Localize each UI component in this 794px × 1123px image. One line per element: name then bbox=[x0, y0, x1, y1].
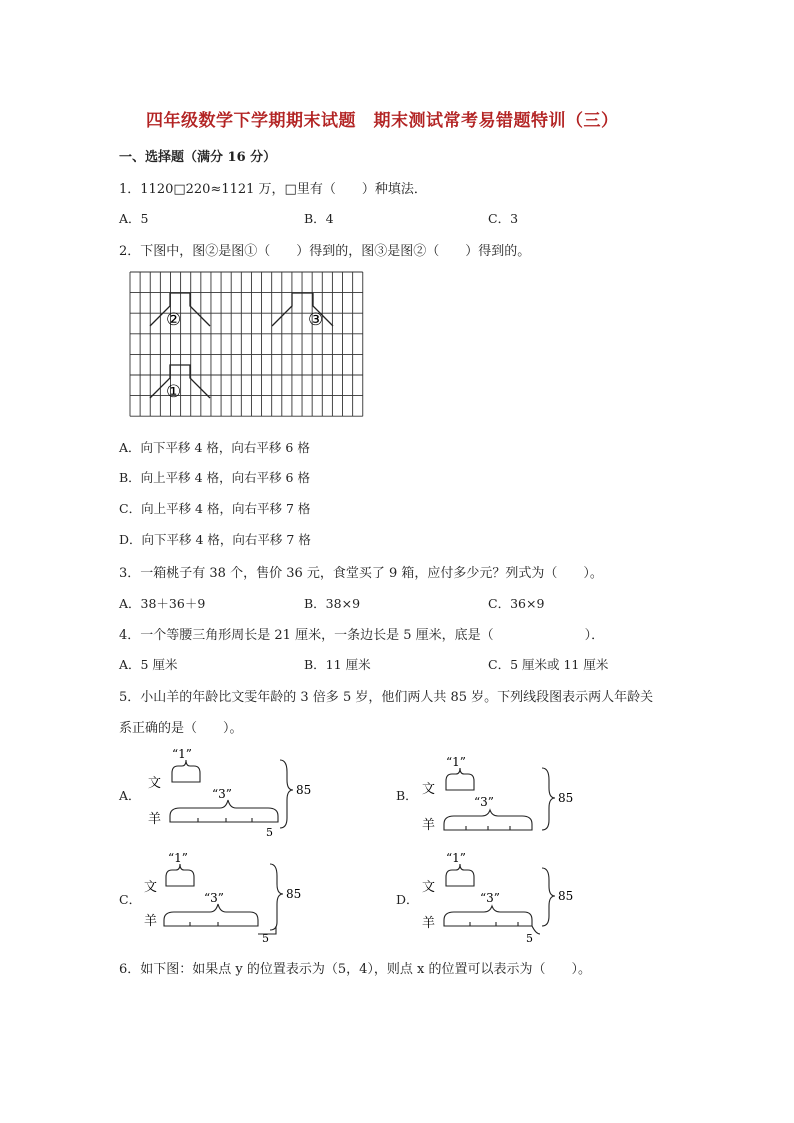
q3-option-b: B．38×9 bbox=[304, 596, 361, 611]
page-title: 四年级数学下学期期末试题 期末测试常考易错题特训（三） bbox=[146, 111, 619, 131]
label-wen: 文 bbox=[422, 880, 436, 895]
translation-grid-figure bbox=[125, 268, 365, 420]
label-yang: 羊 bbox=[422, 916, 436, 931]
q4-stem: 4．一个等腰三角形周长是 21 厘米，一条边长是 5 厘米，底是（ ）． bbox=[119, 628, 605, 643]
label-yang: 羊 bbox=[144, 914, 158, 929]
label-three: “3” bbox=[474, 795, 494, 809]
label-extra: 5 bbox=[526, 932, 533, 945]
label-wen: 文 bbox=[144, 880, 158, 895]
label-wen: 文 bbox=[148, 776, 162, 791]
label-yang: 羊 bbox=[148, 812, 162, 827]
label-extra: 5 bbox=[266, 826, 273, 839]
q3-stem: 3．一箱桃子有 38 个，售价 36 元，食堂买了 9 箱，应付多少元？列式为（ ）。 bbox=[119, 566, 603, 581]
label-total: 85 bbox=[296, 783, 312, 797]
q2-option-c: C．向上平移 4 格，向右平移 7 格 bbox=[119, 501, 311, 516]
q5-option-b: B． bbox=[396, 788, 418, 803]
q2-option-d: D．向下平移 4 格，向右平移 7 格 bbox=[119, 532, 311, 547]
label-three: “3” bbox=[480, 891, 500, 905]
q5-stem-line1: 5．小山羊的年龄比文雯年龄的 3 倍多 5 岁，他们两人共 85 岁。下列线段图表示两人年龄关 bbox=[119, 690, 654, 705]
label-one: “1” bbox=[172, 747, 192, 761]
label-three: “3” bbox=[212, 787, 232, 801]
label-total: 85 bbox=[558, 889, 574, 903]
q4-option-b: B．11 厘米 bbox=[304, 657, 371, 672]
section-heading: 一、选择题（满分 16 分） bbox=[119, 150, 277, 165]
label-shape-1: ① bbox=[166, 382, 182, 402]
q3-option-c: C．36×9 bbox=[488, 596, 545, 611]
label-total: 85 bbox=[286, 887, 302, 901]
q4-option-c: C．5 厘米或 11 厘米 bbox=[488, 657, 609, 672]
label-three: “3” bbox=[204, 891, 224, 905]
q1-option-c: C．3 bbox=[488, 211, 519, 226]
label-extra: 5 bbox=[262, 932, 269, 945]
shape-3 bbox=[272, 293, 333, 326]
label-one: “1” bbox=[446, 755, 466, 769]
q2-option-a: A．向下平移 4 格，向右平移 6 格 bbox=[119, 440, 310, 455]
q5-option-a: A． bbox=[119, 788, 141, 803]
q2-option-b: B．向上平移 4 格，向右平移 6 格 bbox=[119, 470, 310, 485]
q1-stem: 1．1120□220≈1121 万，□里有（ ）种填法． bbox=[119, 182, 427, 197]
label-total: 85 bbox=[558, 791, 574, 805]
label-yang: 羊 bbox=[422, 818, 436, 833]
label-wen: 文 bbox=[422, 782, 436, 797]
q5-option-d: D． bbox=[396, 892, 419, 907]
grid-lines bbox=[130, 272, 363, 416]
segment-diagram-b bbox=[414, 754, 594, 848]
segment-diagram-d bbox=[414, 850, 594, 946]
segment-diagram-c bbox=[140, 850, 320, 946]
label-one: “1” bbox=[446, 851, 466, 865]
label-one: “1” bbox=[168, 851, 188, 865]
segment-diagram-a bbox=[140, 746, 320, 840]
q1-option-b: B．4 bbox=[304, 211, 334, 226]
q1-option-a: A．5 bbox=[119, 211, 149, 226]
q6-stem: 6．如下图：如果点 y 的位置表示为（5，4），则点 x 的位置可以表示为（ ）。 bbox=[119, 962, 592, 977]
q5-stem-line2: 系正确的是（ ）。 bbox=[119, 721, 243, 736]
q3-option-a: A．38＋36＋9 bbox=[119, 596, 206, 611]
q4-option-a: A．5 厘米 bbox=[119, 657, 178, 672]
q2-stem: 2．下图中，图②是图①（ ）得到的，图③是图②（ ）得到的。 bbox=[119, 244, 531, 259]
label-shape-2: ② bbox=[166, 310, 182, 330]
q5-option-c: C． bbox=[119, 892, 142, 907]
label-shape-3: ③ bbox=[308, 310, 324, 330]
